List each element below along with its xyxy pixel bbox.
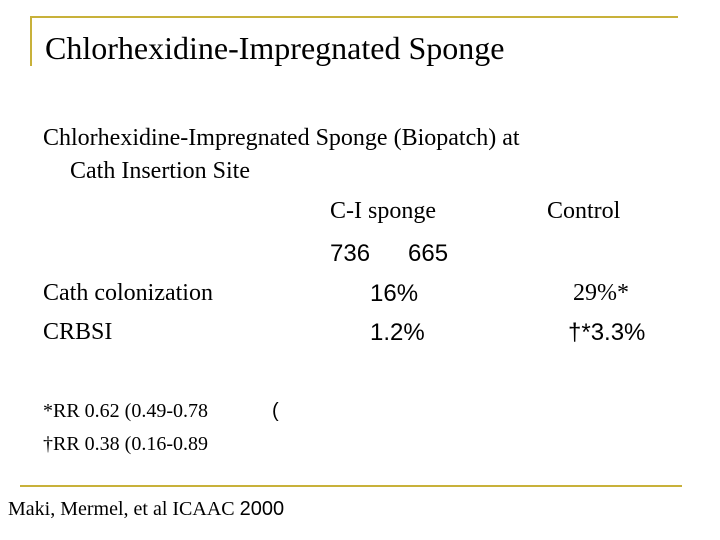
footnote-rr-2: †RR 0.38 (0.16-0.89 [43,433,208,455]
row-label-crbsi: CRBSI [43,319,113,345]
citation-text: Maki, Mermel, et al ICAAC [8,498,235,520]
crbsi-control-value: †*3.3% [568,319,646,346]
sponge-column-header: C-I sponge [330,198,436,224]
citation [8,498,284,521]
left-frame-line [30,16,32,66]
footnote-rr-1: *RR 0.62 (0.49-0.78 [43,400,208,422]
slide-title: Chlorhexidine-Impregnated Sponge [45,30,505,66]
top-frame-line [30,16,678,18]
cath-colonization-control-value: 29%* [573,280,629,306]
crbsi-sponge-value: 1.2% [370,319,425,346]
row-label-cath-colonization: Cath colonization [43,280,213,306]
sponge-sample-size: 736 [330,240,371,267]
citation-year: 2000 [239,498,285,520]
control-sample-size: 665 [408,240,449,267]
subtitle-line-1: Chlorhexidine-Impregnated Sponge (Biopatch) at [43,125,520,151]
bottom-frame-line [20,485,682,487]
footnote-paren: ( [272,400,279,422]
subtitle-line-2: Cath Insertion Site [70,158,250,184]
control-column-header: Control [547,198,621,224]
cath-colonization-sponge-value: 16% [370,280,419,307]
